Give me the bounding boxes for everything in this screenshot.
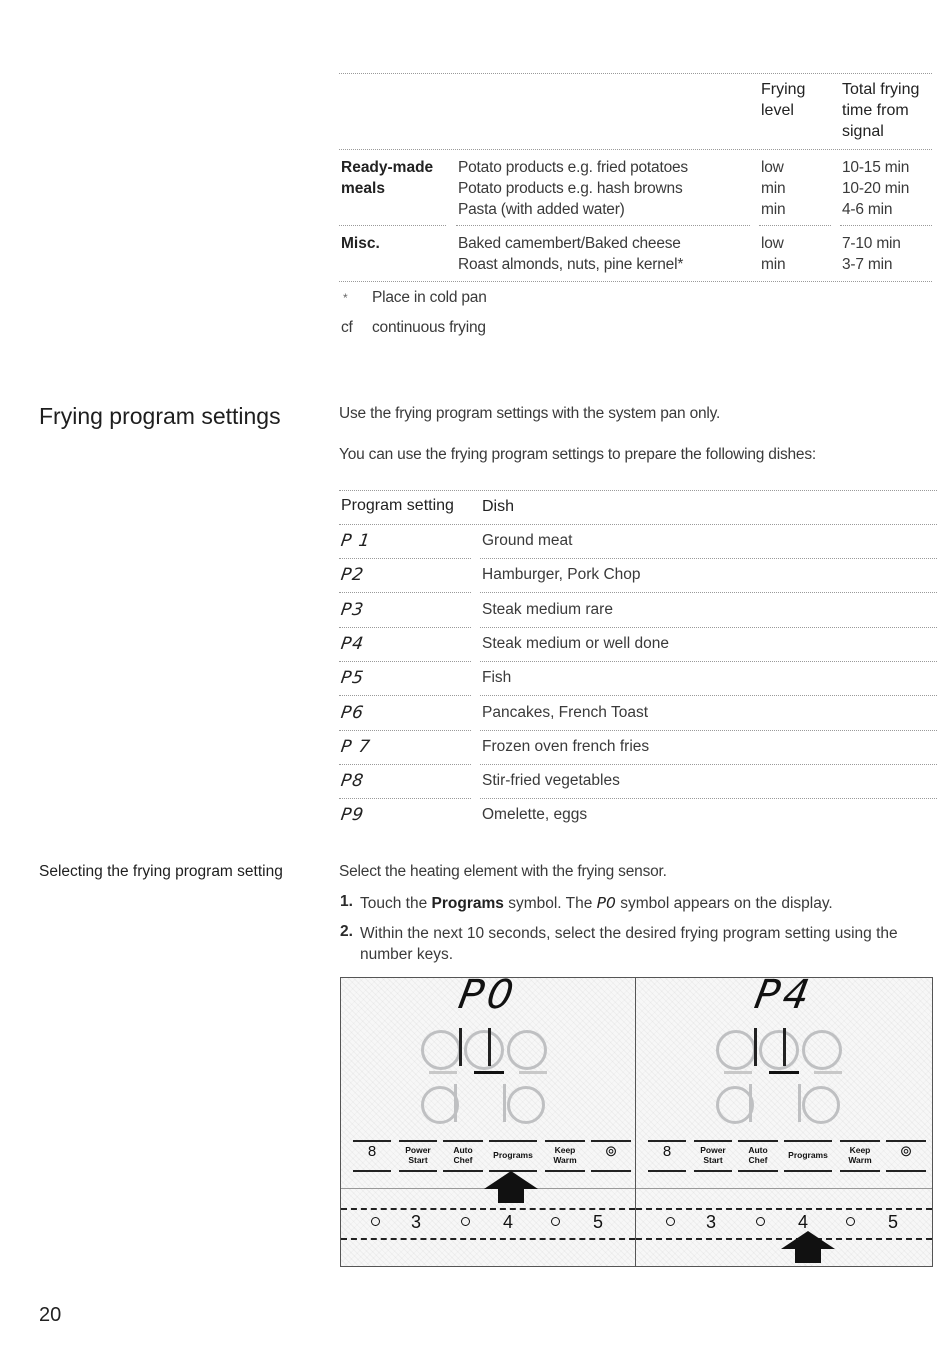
program-code: P9 (339, 805, 366, 825)
level-cell: low (761, 235, 784, 252)
group-rule (339, 225, 446, 226)
touch-key-label: Keep Warm (553, 1145, 577, 1165)
segment-display: P4 (751, 972, 817, 1018)
program-code: P3 (339, 600, 366, 620)
number-key-dot (756, 1217, 765, 1226)
burner-indicator (474, 1071, 504, 1074)
row-rule (480, 558, 937, 559)
touch-key[interactable] (443, 1140, 483, 1172)
header-program-setting: Program setting (341, 497, 454, 514)
step-text-segment: symbol appears on the display. (615, 895, 833, 912)
p0-display-symbol: P0 (596, 894, 616, 912)
burner-indicator (519, 1071, 547, 1074)
number-key-dot (461, 1217, 470, 1226)
row-rule (339, 798, 471, 799)
program-code: P 1 (339, 531, 372, 551)
program-dish: Hamburger, Pork Chop (482, 566, 641, 583)
burner-icon (759, 1030, 799, 1070)
program-code: P4 (339, 634, 366, 654)
footnote-mark: cf (341, 319, 353, 336)
row-rule (480, 798, 937, 799)
step-number: 2. (340, 923, 353, 940)
row-rule (480, 730, 937, 731)
table-header-rule (339, 149, 932, 150)
row-rule (339, 627, 471, 628)
time-cell: 3-7 min (842, 256, 893, 273)
program-code: P 7 (339, 737, 372, 757)
time-cell: 10-20 min (842, 180, 910, 197)
level-cell: min (761, 201, 786, 218)
program-dish: Omelette, eggs (482, 806, 588, 823)
touch-key[interactable] (840, 1140, 880, 1172)
dish-cell: Pasta (with added water) (458, 201, 625, 218)
number-key-dot (846, 1217, 855, 1226)
program-dish: Steak medium rare (482, 601, 613, 618)
touch-key[interactable] (886, 1140, 926, 1172)
footnote-text: continuous frying (372, 319, 486, 336)
touch-key-label: Power Start (405, 1145, 431, 1165)
touch-key-label: 8 (662, 1143, 672, 1160)
group-rule (759, 225, 831, 226)
control-panel-2 (635, 972, 933, 1267)
program-dish: Steak medium or well done (482, 635, 669, 652)
touch-key-label: ⊚ (899, 1143, 913, 1160)
dish-cell: Potato products e.g. hash browns (458, 180, 683, 197)
row-rule (339, 558, 471, 559)
subsection-title: Selecting the frying program setting (39, 863, 283, 880)
pointer-arrow-stem (795, 1249, 821, 1263)
burner-divider (754, 1028, 757, 1066)
step-2-text: Within the next 10 seconds, select the desired frying program setting using the number keys. (360, 925, 898, 963)
row-rule (339, 730, 471, 731)
number-key[interactable]: 5 (888, 1212, 899, 1232)
program-table-header-rule (339, 524, 937, 525)
pointer-arrow-icon (781, 1231, 835, 1249)
burner-icon (421, 1030, 461, 1070)
row-rule (339, 661, 471, 662)
program-dish: Stir-fried vegetables (482, 772, 620, 789)
touch-key[interactable] (353, 1140, 391, 1172)
step-number: 1. (340, 893, 353, 910)
table-top-rule (339, 73, 932, 74)
pointer-arrow-icon (484, 1171, 538, 1189)
burner-icon (464, 1030, 504, 1070)
subsection-intro: Select the heating element with the frying sensor. (339, 863, 667, 880)
burner-indicator (724, 1071, 752, 1074)
footnote-mark: * (343, 291, 348, 305)
touch-key-label: 8 (367, 1143, 377, 1160)
row-rule (480, 695, 937, 696)
dish-cell: Baked camembert/Baked cheese (458, 235, 681, 252)
program-dish: Fish (482, 669, 512, 686)
touch-key-label: ⊚ (604, 1143, 618, 1160)
header-dish: Dish (482, 498, 515, 515)
touch-key-label: Auto Chef (453, 1145, 473, 1165)
time-cell: 4-6 min (842, 201, 893, 218)
pointer-arrow-stem (498, 1189, 524, 1203)
program-table-top-rule (339, 490, 937, 491)
number-key[interactable]: 3 (411, 1212, 422, 1232)
burner-indicator (814, 1071, 842, 1074)
touch-key-row (351, 1140, 621, 1170)
touch-key[interactable] (738, 1140, 778, 1172)
number-key[interactable]: 3 (706, 1212, 717, 1232)
touch-key[interactable] (489, 1140, 537, 1172)
program-dish: Pancakes, French Toast (482, 704, 648, 721)
time-cell: 10-15 min (842, 159, 910, 176)
touch-key[interactable] (591, 1140, 631, 1172)
page-number: 20 (39, 1304, 62, 1326)
step-text-segment: symbol. The (503, 895, 597, 912)
programs-keyword: Programs (431, 895, 504, 912)
burner-divider (503, 1084, 506, 1122)
level-cell: min (761, 180, 786, 197)
number-key-row (341, 1208, 635, 1240)
row-rule (339, 695, 471, 696)
burner-divider (749, 1084, 752, 1122)
burner-divider (454, 1084, 457, 1122)
program-code: P2 (339, 565, 366, 585)
touch-key[interactable] (399, 1140, 437, 1172)
burner-icon (802, 1030, 842, 1070)
dish-cell: Roast almonds, nuts, pine kernel* (458, 256, 684, 273)
touch-key-label: Keep Warm (848, 1145, 872, 1165)
program-dish: Frozen oven french fries (482, 738, 650, 755)
section-intro-2: You can use the frying program settings to prepare the following dishes: (339, 446, 817, 463)
dish-cell: Potato products e.g. fried potatoes (458, 159, 688, 176)
header-frying-level: Frying level (761, 81, 806, 119)
section-intro-1: Use the frying program settings with the system pan only. (339, 405, 721, 422)
group-rule (456, 225, 750, 226)
program-code: P8 (339, 771, 366, 791)
control-panel-1 (340, 972, 636, 1267)
row-rule (480, 627, 937, 628)
burner-icon (507, 1086, 545, 1124)
burner-indicator (769, 1071, 799, 1074)
burner-icon (802, 1086, 840, 1124)
section-title: Frying program settings (39, 403, 281, 429)
touch-key[interactable] (648, 1140, 686, 1172)
touch-key-label: Auto Chef (748, 1145, 768, 1165)
row-rule (339, 592, 471, 593)
number-key-dot (666, 1217, 675, 1226)
burner-icon (716, 1030, 756, 1070)
program-code: P5 (339, 668, 366, 688)
group-rule (840, 225, 932, 226)
number-key[interactable]: 4 (798, 1212, 809, 1232)
burner-indicator (429, 1071, 457, 1074)
step-text-segment: Touch the (360, 895, 432, 912)
burner-divider (488, 1028, 491, 1066)
level-cell: min (761, 256, 786, 273)
segment-display: P0 (455, 972, 521, 1018)
touch-key-label: Programs (788, 1150, 828, 1160)
program-code: P6 (339, 703, 366, 723)
program-dish: Ground meat (482, 532, 573, 549)
row-rule (339, 764, 471, 765)
touch-key[interactable] (694, 1140, 732, 1172)
row-rule (480, 592, 937, 593)
category-ready-made: Ready-made meals (341, 159, 434, 197)
touch-key-label: Power Start (700, 1145, 726, 1165)
table-bottom-rule (339, 281, 932, 282)
row-rule (480, 764, 937, 765)
burner-divider (459, 1028, 462, 1066)
burner-icon (507, 1030, 547, 1070)
category-misc: Misc. (341, 235, 380, 252)
time-cell: 7-10 min (842, 235, 901, 252)
touch-key-label: Programs (493, 1150, 533, 1160)
burner-divider (783, 1028, 786, 1066)
number-key-dot (551, 1217, 560, 1226)
touch-key[interactable] (784, 1140, 832, 1172)
step-1-text (360, 893, 930, 914)
number-key-dot (371, 1217, 380, 1226)
row-rule (480, 661, 937, 662)
burner-divider (798, 1084, 801, 1122)
header-frying-time: Total frying time from signal (842, 81, 920, 140)
number-key[interactable]: 4 (503, 1212, 514, 1232)
number-key[interactable]: 5 (593, 1212, 604, 1232)
touch-key[interactable] (545, 1140, 585, 1172)
touch-key-row (646, 1140, 916, 1170)
footnote-text: Place in cold pan (372, 289, 487, 306)
level-cell: low (761, 159, 784, 176)
panel-separator (636, 1188, 932, 1189)
